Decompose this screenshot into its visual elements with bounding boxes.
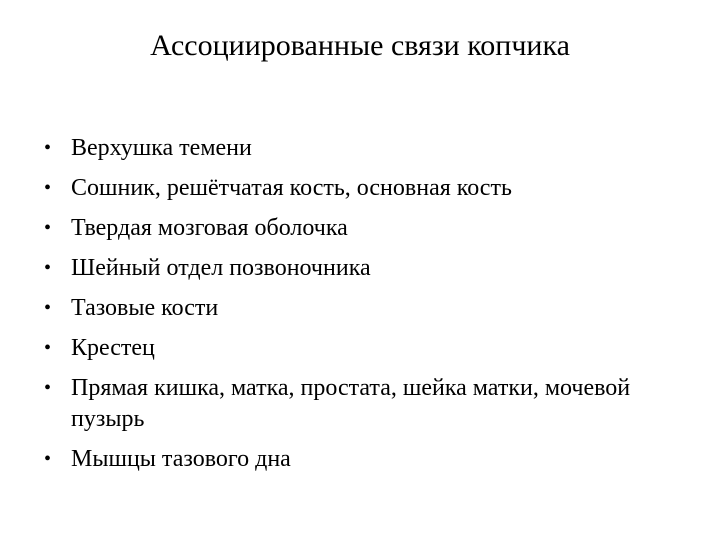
list-item <box>44 208 684 248</box>
bullet-icon: • <box>44 257 52 279</box>
list-item-text: Тазовые кости <box>71 295 219 321</box>
list-item-text: Прямая кишка, матка, простата, шейка матки, мочевой пузырь <box>71 374 631 432</box>
list-item <box>44 439 684 479</box>
list-item-text: Крестец <box>71 335 155 361</box>
list-item-text: Мышцы тазового дна <box>71 446 291 472</box>
list-item-text: Шейный отдел позвоночника <box>71 255 371 281</box>
list-item <box>44 248 684 288</box>
bullet-icon: • <box>44 448 52 470</box>
list-item <box>44 128 684 168</box>
bullet-icon: • <box>44 376 52 399</box>
list-item-text: Верхушка темени <box>71 135 252 161</box>
list-item <box>44 288 684 328</box>
bullet-icon: • <box>44 217 52 239</box>
slide-title: Ассоциированные связи копчика <box>150 29 570 62</box>
bullet-icon: • <box>44 137 52 159</box>
list-item <box>44 328 684 368</box>
list-item <box>44 168 684 208</box>
bullet-list <box>44 128 684 479</box>
list-item <box>44 368 684 439</box>
bullet-icon: • <box>44 177 52 199</box>
bullet-icon: • <box>44 337 52 359</box>
list-item-text: Сошник, решётчатая кость, основная кость <box>71 175 512 201</box>
bullet-icon: • <box>44 297 52 319</box>
list-item-text: Твердая мозговая оболочка <box>71 215 348 241</box>
